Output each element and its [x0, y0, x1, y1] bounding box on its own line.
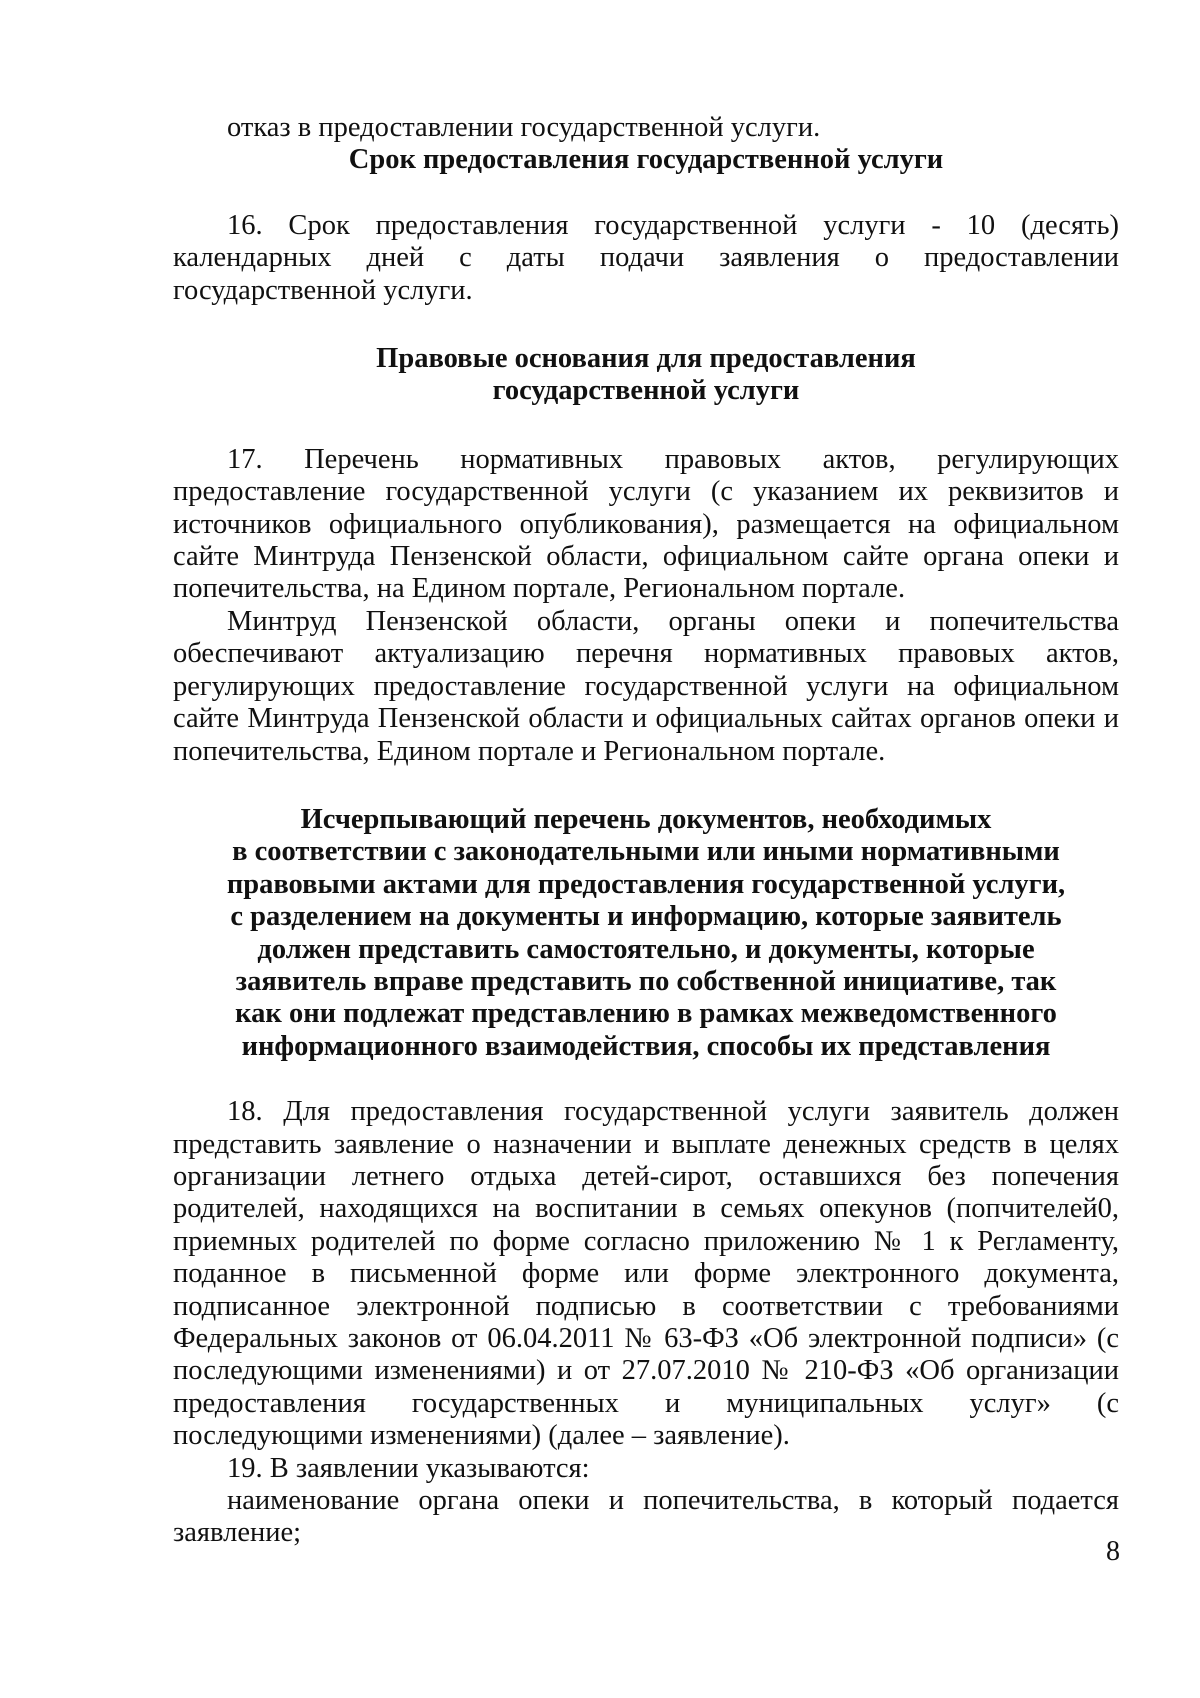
page-number: 8: [1106, 1536, 1120, 1567]
heading-service-term: Срок предоставления государственной услуги: [348, 144, 944, 176]
paragraph-18: 18. Для предоставления государственной услуги заявитель должен представить заявление о назначении и выплате денежных средств в целях организации летнего отдыха детей-сирот, оставшихся без попечения родителей, находящихся на воспитании в семьях опекунов (попчителей0, приемных родителей по форме согласно приложению № 1 к Регламенту, поданное в письменной форме или форме электронного документа, подписанное электронной подписью в соответствии с требованиями Федеральных законов от 06.04.2011 № 63-ФЗ «Об электронной подписи» (с последующими изменениями) и от 27.07.2010 № 210-ФЗ «Об организации предоставления государственных и муниципальных услуг» (с последующими изменениями) (далее – заявление).: [173, 1096, 1119, 1452]
paragraph-16: 16. Срок предоставления государственной услуги - 10 (десять) календарных дней с даты подачи заявления о предоставлении государственной услуги.: [173, 209, 1119, 306]
heading-line: государственной услуги: [492, 375, 800, 407]
heading-line: Правовые основания для предоставления: [376, 343, 916, 375]
heading-line: Исчерпывающий перечень документов, необходимых: [300, 803, 992, 835]
heading-line: информационного взаимодействия, способы их представления: [241, 1030, 1051, 1062]
document-page: [173, 112, 1119, 1550]
heading-line: как они подлежат представлению в рамках межведомственного: [235, 998, 1057, 1030]
heading-line: правовыми актами для предоставления государственной услуги,: [226, 868, 1066, 900]
paragraph-19: 19. В заявлении указываются:: [227, 1452, 590, 1484]
heading-legal-basis: [173, 343, 1119, 408]
heading-line: с разделением на документы и информацию, которые заявитель: [230, 901, 1062, 933]
heading-line: заявитель вправе представить по собственной инициативе, так: [235, 965, 1057, 997]
heading-documents-list: [173, 804, 1119, 1063]
heading-line: должен представить самостоятельно, и документы, которые: [257, 933, 1035, 965]
paragraph-17-continued: Минтруд Пензенской области, органы опеки и попечительства обеспечивают актуализацию перечня нормативных правовых актов, регулирующих предоставление государственной услуги на официальном сайте Минтруда Пензенской области и официальных сайтах органов опеки и попечительства, Едином портале и Региональном портале.: [173, 605, 1119, 767]
continuation-text: отказ в предоставлении государственной услуги.: [227, 112, 821, 143]
heading-line: в соответствии с законодательными или иными нормативными: [232, 836, 1060, 868]
paragraph-17: 17. Перечень нормативных правовых актов, регулирующих предоставление государственной услуги (с указанием их реквизитов и источников официального опубликования), размещается на официальном сайте Минтруда Пензенской области, официальном сайте органа опеки и попечительства, на Едином портале, Региональном портале.: [173, 443, 1119, 605]
paragraph-19-item: наименование органа опеки и попечительства, в который подается заявление;: [173, 1485, 1119, 1549]
